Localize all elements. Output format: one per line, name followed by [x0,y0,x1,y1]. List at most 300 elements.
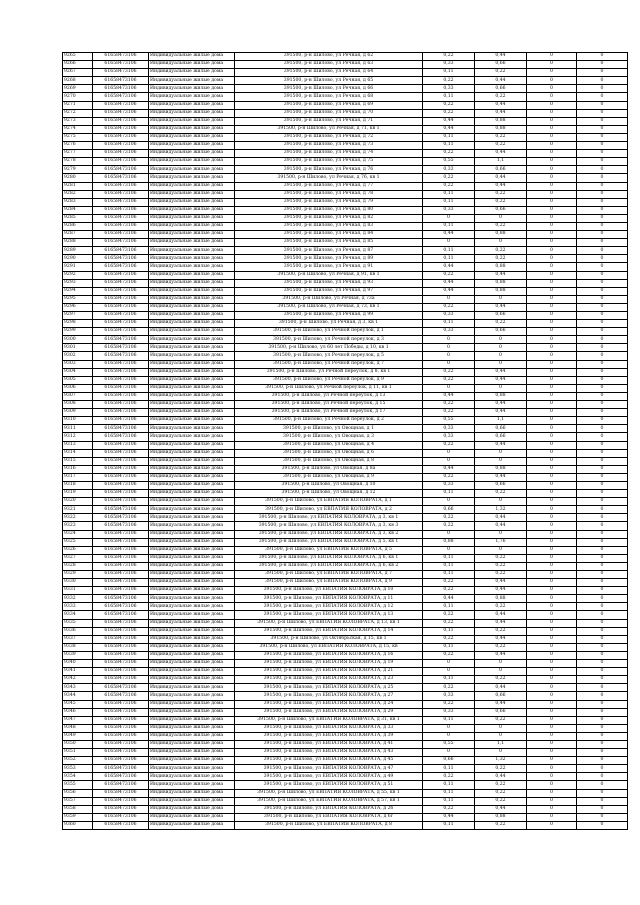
address-cell: 391500, р-н Шиловo, ул ЕВПАТИЯ КОЛОВРАТА, д 5, кв 1 [235,538,423,546]
row-id-cell: 9268 [63,77,93,85]
value-4-cell: 0 [577,473,628,481]
value-1-cell: 0,33 [423,206,475,214]
consumption-table [62,52,628,830]
row-id-cell: 9316 [63,465,93,473]
building-type-cell: Индивидуальные жилые дома [149,473,235,481]
row-id-cell: 9354 [63,773,93,781]
value-2-cell: 0,44 [475,376,527,384]
value-1-cell: 0,11 [423,69,475,77]
table-row [63,668,628,676]
code-cell: 61658473106 [93,789,149,797]
value-1-cell: 0,11 [423,603,475,611]
building-type-cell: Индивидуальные жилые дома [149,425,235,433]
value-3-cell: 0 [527,579,577,587]
table-row [63,740,628,748]
building-type-cell: Индивидуальные жилые дома [149,757,235,765]
table-row [63,732,628,740]
building-type-cell: Индивидуальные жилые дома [149,198,235,206]
code-cell: 61658473106 [93,749,149,757]
code-cell: 61658473106 [93,757,149,765]
row-id-cell: 9277 [63,150,93,158]
table-row [63,85,628,93]
value-4-cell: 0 [577,481,628,489]
value-4-cell: 0 [577,174,628,182]
row-id-cell: 9278 [63,158,93,166]
address-cell: 391500, р-н Шиловo, ул ЕВПАТИЯ КОЛОВРАТА, д 39 [235,732,423,740]
code-cell: 61658473106 [93,61,149,69]
value-2-cell: 0,22 [475,142,527,150]
table-row [63,231,628,239]
table-row [63,263,628,271]
value-3-cell: 0 [527,239,577,247]
value-3-cell: 0 [527,328,577,336]
value-1-cell: 0 [423,384,475,392]
value-1-cell: 0,22 [423,150,475,158]
code-cell: 61658473106 [93,384,149,392]
row-id-cell: 9338 [63,643,93,651]
value-2-cell: 0,66 [475,328,527,336]
table-row [63,473,628,481]
value-4-cell: 0 [577,587,628,595]
table-row [63,53,628,61]
value-3-cell: 0 [527,61,577,69]
table-row [63,166,628,174]
value-3-cell: 0 [527,198,577,206]
value-1-cell: 0,11 [423,490,475,498]
value-4-cell: 0 [577,813,628,821]
value-3-cell: 0 [527,465,577,473]
value-2-cell: 0,44 [475,182,527,190]
address-cell: 391500, р-н Шиловo, ул ЕВПАТИЯ КОЛОВРАТА, д 19 [235,660,423,668]
code-cell: 61658473106 [93,522,149,530]
code-cell: 61658473106 [93,668,149,676]
address-cell: 391500, р-н Шиловo, ул Речная, д 73а [235,295,423,303]
value-4-cell: 0 [577,109,628,117]
address-cell: 391500, р-н Шиловo, ул ЕВПАТИЯ КОЛОВРАТА, д 45 [235,757,423,765]
table-row [63,571,628,579]
value-1-cell: 0 [423,724,475,732]
value-1-cell: 0,22 [423,473,475,481]
value-3-cell: 0 [527,312,577,320]
building-type-cell: Индивидуальные жилые дома [149,660,235,668]
table-row [63,222,628,230]
value-1-cell: 0,33 [423,708,475,716]
code-cell: 61658473106 [93,158,149,166]
table-row [63,344,628,352]
value-1-cell: 0,11 [423,765,475,773]
table-row [63,133,628,141]
table-row [63,538,628,546]
address-cell: 391500, р-н Шиловo, ул ЕВПАТИЯ КОЛОВРАТА, д 6, кв 1 [235,554,423,562]
value-3-cell: 0 [527,125,577,133]
building-type-cell: Индивидуальные жилые дома [149,182,235,190]
row-id-cell: 9298 [63,320,93,328]
row-id-cell: 9291 [63,263,93,271]
table-row [63,417,628,425]
value-1-cell: 0 [423,546,475,554]
value-4-cell: 0 [577,344,628,352]
value-2-cell: 0,44 [475,619,527,627]
value-4-cell: 0 [577,312,628,320]
value-2-cell: 0,22 [475,222,527,230]
code-cell: 61658473106 [93,328,149,336]
table-row [63,522,628,530]
building-type-cell: Индивидуальные жилые дома [149,433,235,441]
building-type-cell: Индивидуальные жилые дома [149,376,235,384]
code-cell: 61658473106 [93,417,149,425]
value-3-cell: 0 [527,684,577,692]
table-row [63,279,628,287]
address-cell: 391500, р-н Шиловo, ул Речная, д 75 [235,158,423,166]
code-cell: 61658473106 [93,303,149,311]
value-4-cell: 0 [577,190,628,198]
code-cell: 61658473106 [93,465,149,473]
code-cell: 61658473106 [93,287,149,295]
value-4-cell: 0 [577,676,628,684]
value-2-cell: 0 [475,530,527,538]
value-4-cell: 0 [577,797,628,805]
value-3-cell: 0 [527,295,577,303]
value-4-cell: 0 [577,789,628,797]
address-cell: 391500, р-н Шиловo, ул Речной переулок, д 9 [235,376,423,384]
address-cell: 391500, р-н Шиловo, ул ЕВПАТИЯ КОЛОВРАТА, д 3, кв 1 [235,514,423,522]
value-3-cell: 0 [527,749,577,757]
value-4-cell: 0 [577,562,628,570]
building-type-cell: Индивидуальные жилые дома [149,522,235,530]
value-2-cell: 0,22 [475,490,527,498]
address-cell: 391500, р-н Шиловo, ул Речной переулок, д 11, кв 1 [235,384,423,392]
value-4-cell: 0 [577,571,628,579]
address-cell: 391500, р-н Шиловo, ул ЕВПАТИЯ КОЛОВРАТА, д 27 [235,692,423,700]
value-4-cell: 0 [577,805,628,813]
value-4-cell: 0 [577,457,628,465]
code-cell: 61658473106 [93,85,149,93]
value-2-cell: 0,44 [475,401,527,409]
row-id-cell: 9301 [63,344,93,352]
value-1-cell: 0 [423,457,475,465]
table-row [63,587,628,595]
code-cell: 61658473106 [93,190,149,198]
value-3-cell: 0 [527,587,577,595]
code-cell: 61658473106 [93,198,149,206]
value-3-cell: 0 [527,360,577,368]
code-cell: 61658473106 [93,449,149,457]
table-row [63,190,628,198]
address-cell: 391500, р-н Шиловo, ул Овощная, д 12 [235,490,423,498]
code-cell: 61658473106 [93,77,149,85]
value-3-cell: 0 [527,554,577,562]
value-1-cell: 0,11 [423,643,475,651]
table-row [63,765,628,773]
address-cell: 391500, р-н Шиловo, ул ЕВПАТИЯ КОЛОВРАТА, д 2б [235,805,423,813]
row-id-cell: 9270 [63,93,93,101]
code-cell: 61658473106 [93,214,149,222]
value-3-cell: 0 [527,376,577,384]
value-1-cell: 0,66 [423,757,475,765]
address-cell: 391500, р-н Шиловo, ул ЕВПАТИЯ КОЛОВРАТА, д 43 [235,749,423,757]
table-row [63,352,628,360]
address-cell: 391500, р-н Шиловo, ул Речная, д 89 [235,255,423,263]
address-cell: 391500, р-н Шиловo, ул Речной переулок, д 7 [235,360,423,368]
address-cell: 391500, р-н Шиловo, ул Речной переулок, д 17 [235,409,423,417]
value-4-cell: 0 [577,295,628,303]
value-3-cell: 0 [527,222,577,230]
table-row [63,206,628,214]
value-1-cell: 0 [423,660,475,668]
building-type-cell: Индивидуальные жилые дома [149,773,235,781]
code-cell: 61658473106 [93,684,149,692]
value-4-cell: 0 [577,85,628,93]
value-2-cell: 0,88 [475,117,527,125]
row-id-cell: 9309 [63,409,93,417]
row-id-cell: 9303 [63,360,93,368]
address-cell: 391500, р-н Шиловo, ул ЕВПАТИЯ КОЛОВРАТА, д 51 [235,781,423,789]
row-id-cell: 9300 [63,336,93,344]
code-cell: 61658473106 [93,676,149,684]
value-1-cell: 0,22 [423,441,475,449]
value-1-cell: 0,11 [423,676,475,684]
value-1-cell: 0,22 [423,77,475,85]
building-type-cell: Индивидуальные жилые дома [149,449,235,457]
building-type-cell: Индивидуальные жилые дома [149,384,235,392]
table-row [63,77,628,85]
address-cell: 391500, р-н Шиловo, ул Овощная, д 9 [235,473,423,481]
address-cell: 391500, р-н Шиловo, ул Речная, д 82 [235,214,423,222]
address-cell: 391500, р-н Шиловo, ул Речная, д 79 [235,198,423,206]
value-4-cell: 0 [577,660,628,668]
value-3-cell: 0 [527,142,577,150]
address-cell: 391500, р-н Шиловo, ул Овощная, д 4 [235,441,423,449]
value-2-cell: 0 [475,360,527,368]
row-id-cell: 9329 [63,571,93,579]
table-row [63,789,628,797]
value-2-cell: 0,44 [475,651,527,659]
value-4-cell: 0 [577,255,628,263]
address-cell: 391500, р-н Шиловo, ул Речной переулок, д 5 [235,352,423,360]
building-type-cell: Индивидуальные жилые дома [149,239,235,247]
building-type-cell: Индивидуальные жилые дома [149,109,235,117]
value-2-cell: 0 [475,214,527,222]
building-type-cell: Индивидуальные жилые дома [149,441,235,449]
code-cell: 61658473106 [93,660,149,668]
building-type-cell: Индивидуальные жилые дома [149,158,235,166]
table-row [63,174,628,182]
value-2-cell: 0,44 [475,684,527,692]
building-type-cell: Индивидуальные жилые дома [149,716,235,724]
table-row [63,684,628,692]
code-cell: 61658473106 [93,166,149,174]
value-2-cell: 0,44 [475,77,527,85]
value-3-cell: 0 [527,506,577,514]
code-cell: 61658473106 [93,651,149,659]
value-3-cell: 0 [527,174,577,182]
address-cell: 391500, р-н Шиловo, ул ЕВПАТИЯ КОЛОВРАТА, д 33 [235,724,423,732]
value-2-cell: 0,22 [475,797,527,805]
table-row [63,700,628,708]
value-2-cell: 1,76 [475,538,527,546]
building-type-cell: Индивидуальные жилые дома [149,708,235,716]
code-cell: 61658473106 [93,571,149,579]
table-row [63,562,628,570]
value-2-cell: 0 [475,295,527,303]
value-2-cell: 0,66 [475,85,527,93]
building-type-cell: Индивидуальные жилые дома [149,635,235,643]
table-row [63,287,628,295]
row-id-cell: 9350 [63,740,93,748]
value-1-cell: 0 [423,732,475,740]
row-id-cell: 9360 [63,821,93,829]
value-1-cell: 0,22 [423,368,475,376]
address-cell: 391500, р-н Шиловo, ул 60 лет Победы, д 10, кв 1 [235,344,423,352]
building-type-cell: Индивидуальные жилые дома [149,781,235,789]
value-4-cell: 0 [577,409,628,417]
value-1-cell: 0,11 [423,554,475,562]
code-cell: 61658473106 [93,433,149,441]
code-cell: 61658473106 [93,222,149,230]
value-1-cell: 0,22 [423,271,475,279]
row-id-cell: 9320 [63,498,93,506]
value-1-cell: 0,22 [423,376,475,384]
table-row [63,781,628,789]
table-row [63,101,628,109]
value-4-cell: 0 [577,757,628,765]
code-cell: 61658473106 [93,174,149,182]
table-row [63,295,628,303]
value-3-cell: 0 [527,538,577,546]
row-id-cell: 9343 [63,684,93,692]
code-cell: 61658473106 [93,247,149,255]
row-id-cell: 9286 [63,222,93,230]
code-cell: 61658473106 [93,538,149,546]
value-1-cell: 0,11 [423,320,475,328]
table-row [63,150,628,158]
address-cell: 391500, р-н Шиловo, ул Овощная, д 8а [235,465,423,473]
value-3-cell: 0 [527,53,577,61]
code-cell: 61658473106 [93,133,149,141]
building-type-cell: Индивидуальные жилые дома [149,481,235,489]
value-1-cell: 0,44 [423,263,475,271]
value-1-cell: 0,11 [423,716,475,724]
value-3-cell: 0 [527,765,577,773]
table-row [63,449,628,457]
value-4-cell: 0 [577,619,628,627]
value-4-cell: 0 [577,150,628,158]
value-4-cell: 0 [577,668,628,676]
building-type-cell: Индивидуальные жилые дома [149,190,235,198]
value-2-cell: 0,22 [475,716,527,724]
value-2-cell: 0,22 [475,821,527,829]
code-cell: 61658473106 [93,498,149,506]
address-cell: 391500, р-н Шиловo, ул ЕВПАТИЯ КОЛОВРАТА, д 9 [235,579,423,587]
address-cell: 391500, р-н Шиловo, ул ЕВПАТИЯ КОЛОВРАТА, д 14 [235,627,423,635]
table-row [63,692,628,700]
table-row [63,368,628,376]
value-4-cell: 0 [577,392,628,400]
value-2-cell: 0,44 [475,773,527,781]
value-4-cell: 0 [577,732,628,740]
value-3-cell: 0 [527,303,577,311]
value-2-cell: 0,22 [475,643,527,651]
value-3-cell: 0 [527,457,577,465]
value-2-cell: 0,88 [475,125,527,133]
value-3-cell: 0 [527,263,577,271]
address-cell: 391500, р-н Шиловo, ул Речная, д 74 [235,150,423,158]
value-2-cell: 0,88 [475,287,527,295]
value-1-cell: 0 [423,498,475,506]
value-2-cell: 0,66 [475,708,527,716]
value-1-cell: 0,22 [423,522,475,530]
code-cell: 61658473106 [93,797,149,805]
value-2-cell: 0,22 [475,627,527,635]
value-2-cell: 0,44 [475,409,527,417]
value-4-cell: 0 [577,320,628,328]
value-3-cell: 0 [527,441,577,449]
value-4-cell: 0 [577,247,628,255]
value-3-cell: 0 [527,214,577,222]
value-3-cell: 0 [527,676,577,684]
row-id-cell: 9307 [63,392,93,400]
address-cell: 391500, р-н Шиловo, ул ЕВПАТИЯ КОЛОВРАТА, д 24 [235,700,423,708]
value-3-cell: 0 [527,490,577,498]
building-type-cell: Индивидуальные жилые дома [149,222,235,230]
code-cell: 61658473106 [93,481,149,489]
code-cell: 61658473106 [93,611,149,619]
building-type-cell: Индивидуальные жилые дома [149,360,235,368]
building-type-cell: Индивидуальные жилые дома [149,554,235,562]
value-1-cell: 0,11 [423,627,475,635]
code-cell: 61658473106 [93,530,149,538]
building-type-cell: Индивидуальные жилые дома [149,77,235,85]
value-1-cell: 0,22 [423,182,475,190]
value-1-cell: 0 [423,352,475,360]
row-id-cell: 9322 [63,514,93,522]
value-2-cell: 0 [475,457,527,465]
value-3-cell: 0 [527,101,577,109]
row-id-cell: 9299 [63,328,93,336]
building-type-cell: Индивидуальные жилые дома [149,117,235,125]
address-cell: 391500, р-н Шиловo, ул Речная, д 68 [235,93,423,101]
building-type-cell: Индивидуальные жилые дома [149,206,235,214]
row-id-cell: 9293 [63,279,93,287]
table-row [63,360,628,368]
value-1-cell: 0,44 [423,465,475,473]
value-1-cell: 0,22 [423,651,475,659]
value-3-cell: 0 [527,740,577,748]
value-2-cell: 0,88 [475,813,527,821]
building-type-cell: Индивидуальные жилые дома [149,498,235,506]
building-type-cell: Индивидуальные жилые дома [149,287,235,295]
value-3-cell: 0 [527,627,577,635]
value-3-cell: 0 [527,498,577,506]
table-row [63,312,628,320]
address-cell: 391500, р-н Шиловo, ул Речной переулок, д 3 [235,336,423,344]
address-cell: 391500, р-н Шиловo, ул Овощная, д 6 [235,449,423,457]
table-row [63,61,628,69]
value-3-cell: 0 [527,368,577,376]
code-cell: 61658473106 [93,295,149,303]
value-4-cell: 0 [577,724,628,732]
value-3-cell: 0 [527,732,577,740]
value-4-cell: 0 [577,360,628,368]
address-cell: 391500, р-н Шиловo, ул Речная, д 69 [235,101,423,109]
value-2-cell: 0,44 [475,53,527,61]
value-3-cell: 0 [527,344,577,352]
building-type-cell: Индивидуальные жилые дома [149,53,235,61]
address-cell: 391500, р-н Шиловo, ул ЕВПАТИЯ КОЛОВРАТА, д 15, кв [235,643,423,651]
value-2-cell: 0 [475,344,527,352]
value-2-cell: 1,32 [475,506,527,514]
value-4-cell: 0 [577,643,628,651]
